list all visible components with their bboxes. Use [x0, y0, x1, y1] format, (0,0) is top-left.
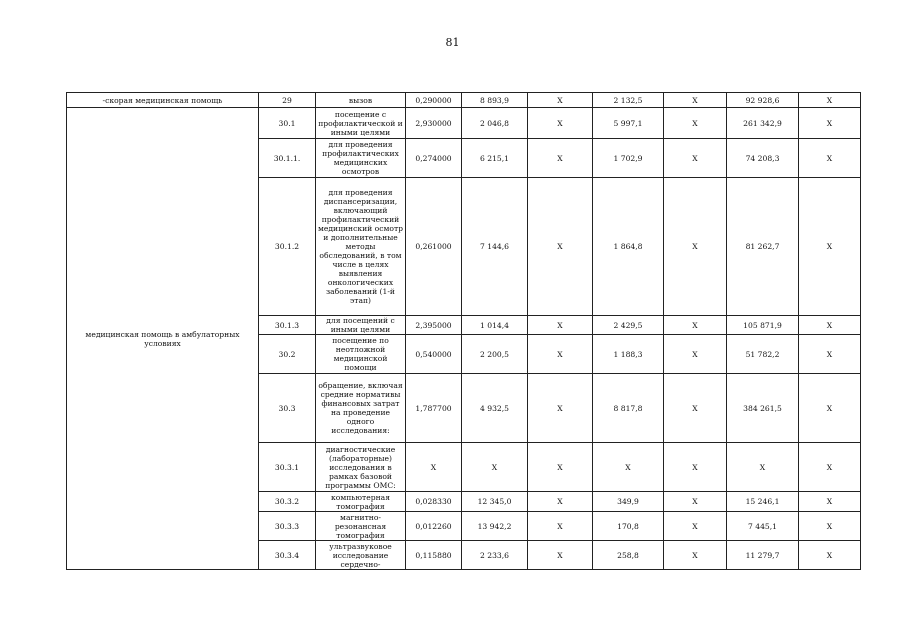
value-cell: X: [528, 541, 593, 570]
value-cell: 0,290000: [406, 93, 462, 108]
row-code: 30.1: [259, 108, 316, 139]
value-cell: 81 262,7: [727, 178, 799, 316]
value-cell: X: [799, 93, 861, 108]
value-cell: 2,395000: [406, 316, 462, 335]
value-cell: 1 702,9: [593, 139, 664, 178]
value-cell: X: [664, 316, 727, 335]
value-cell: 1 014,4: [462, 316, 528, 335]
page-number: 81: [445, 36, 460, 49]
row-code: 30.2: [259, 335, 316, 374]
row-code: 30.3.1: [259, 443, 316, 492]
value-cell: 2,930000: [406, 108, 462, 139]
value-cell: X: [799, 108, 861, 139]
row-code: 30.3: [259, 374, 316, 443]
unit-cell: для проведения профилактических медицинских осмотров: [316, 139, 406, 178]
value-cell: 105 871,9: [727, 316, 799, 335]
value-cell: 13 942,2: [462, 512, 528, 541]
value-cell: X: [664, 139, 727, 178]
value-cell: 261 342,9: [727, 108, 799, 139]
value-cell: X: [528, 492, 593, 512]
row-code: 30.3.2: [259, 492, 316, 512]
value-cell: X: [799, 335, 861, 374]
value-cell: X: [462, 443, 528, 492]
value-cell: 4 932,5: [462, 374, 528, 443]
value-cell: 0,115880: [406, 541, 462, 570]
value-cell: 258,8: [593, 541, 664, 570]
row-code: 29: [259, 93, 316, 108]
value-cell: 0,028330: [406, 492, 462, 512]
row-code: 30.1.2: [259, 178, 316, 316]
value-cell: X: [799, 443, 861, 492]
value-cell: 5 997,1: [593, 108, 664, 139]
value-cell: 12 345,0: [462, 492, 528, 512]
unit-cell: посещение с профилактической и иными целями: [316, 108, 406, 139]
value-cell: X: [664, 93, 727, 108]
value-cell: 349,9: [593, 492, 664, 512]
value-cell: X: [528, 335, 593, 374]
value-cell: 74 208,3: [727, 139, 799, 178]
value-cell: 11 279,7: [727, 541, 799, 570]
value-cell: 51 782,2: [727, 335, 799, 374]
value-cell: X: [528, 93, 593, 108]
value-cell: X: [528, 374, 593, 443]
value-cell: 0,540000: [406, 335, 462, 374]
value-cell: 2 046,8: [462, 108, 528, 139]
value-cell: 6 215,1: [462, 139, 528, 178]
value-cell: X: [664, 443, 727, 492]
value-cell: X: [664, 492, 727, 512]
row-code: 30.1.3: [259, 316, 316, 335]
value-cell: 7 144,6: [462, 178, 528, 316]
value-cell: X: [528, 316, 593, 335]
value-cell: 1,787700: [406, 374, 462, 443]
value-cell: 0,274000: [406, 139, 462, 178]
value-cell: X: [799, 492, 861, 512]
value-cell: X: [799, 139, 861, 178]
value-cell: X: [528, 443, 593, 492]
unit-cell: диагностические (лабораторные) исследования в рамках базовой программы ОМС:: [316, 443, 406, 492]
value-cell: 1 188,3: [593, 335, 664, 374]
value-cell: 1 864,8: [593, 178, 664, 316]
value-cell: 8 817,8: [593, 374, 664, 443]
value-cell: 384 261,5: [727, 374, 799, 443]
value-cell: X: [799, 178, 861, 316]
value-cell: X: [528, 139, 593, 178]
table-row: [67, 108, 861, 139]
table-row: [67, 93, 861, 108]
unit-cell: обращение, включая средние нормативы финансовых затрат на проведение одного исследования:: [316, 374, 406, 443]
value-cell: 2 233,6: [462, 541, 528, 570]
value-cell: X: [528, 108, 593, 139]
row-code: 30.3.4: [259, 541, 316, 570]
section-label: -скорая медицинская помощь: [67, 93, 259, 108]
value-cell: 0,012260: [406, 512, 462, 541]
value-cell: X: [799, 374, 861, 443]
value-cell: X: [799, 316, 861, 335]
unit-cell: для посещений с иными целями: [316, 316, 406, 335]
value-cell: 170,8: [593, 512, 664, 541]
value-cell: 7 445,1: [727, 512, 799, 541]
value-cell: X: [528, 178, 593, 316]
unit-cell: ультразвуковое исследование сердечно-: [316, 541, 406, 570]
value-cell: 92 928,6: [727, 93, 799, 108]
row-code: 30.1.1.: [259, 139, 316, 178]
unit-cell: посещение по неотложной медицинской помощи: [316, 335, 406, 374]
value-cell: 2 429,5: [593, 316, 664, 335]
unit-cell: компьютерная томография: [316, 492, 406, 512]
value-cell: X: [528, 512, 593, 541]
value-cell: 0,261000: [406, 178, 462, 316]
unit-cell: магнитно-резонансная томография: [316, 512, 406, 541]
financing-table: [66, 92, 861, 570]
unit-cell: вызов: [316, 93, 406, 108]
value-cell: X: [664, 541, 727, 570]
section-label: медицинская помощь в амбулаторных условиях: [67, 108, 259, 570]
value-cell: X: [664, 178, 727, 316]
value-cell: 2 200,5: [462, 335, 528, 374]
value-cell: X: [664, 374, 727, 443]
value-cell: X: [727, 443, 799, 492]
value-cell: X: [664, 335, 727, 374]
value-cell: X: [406, 443, 462, 492]
unit-cell: для проведения диспансеризации, включающий профилактический медицинский осмотр и дополнительные методы обследований, в том числе в целях выявления онкологических заболеваний (1-й этап): [316, 178, 406, 316]
value-cell: 15 246,1: [727, 492, 799, 512]
value-cell: 8 893,9: [462, 93, 528, 108]
row-code: 30.3.3: [259, 512, 316, 541]
value-cell: X: [799, 512, 861, 541]
value-cell: X: [664, 512, 727, 541]
value-cell: 2 132,5: [593, 93, 664, 108]
value-cell: X: [664, 108, 727, 139]
value-cell: X: [799, 541, 861, 570]
value-cell: X: [593, 443, 664, 492]
